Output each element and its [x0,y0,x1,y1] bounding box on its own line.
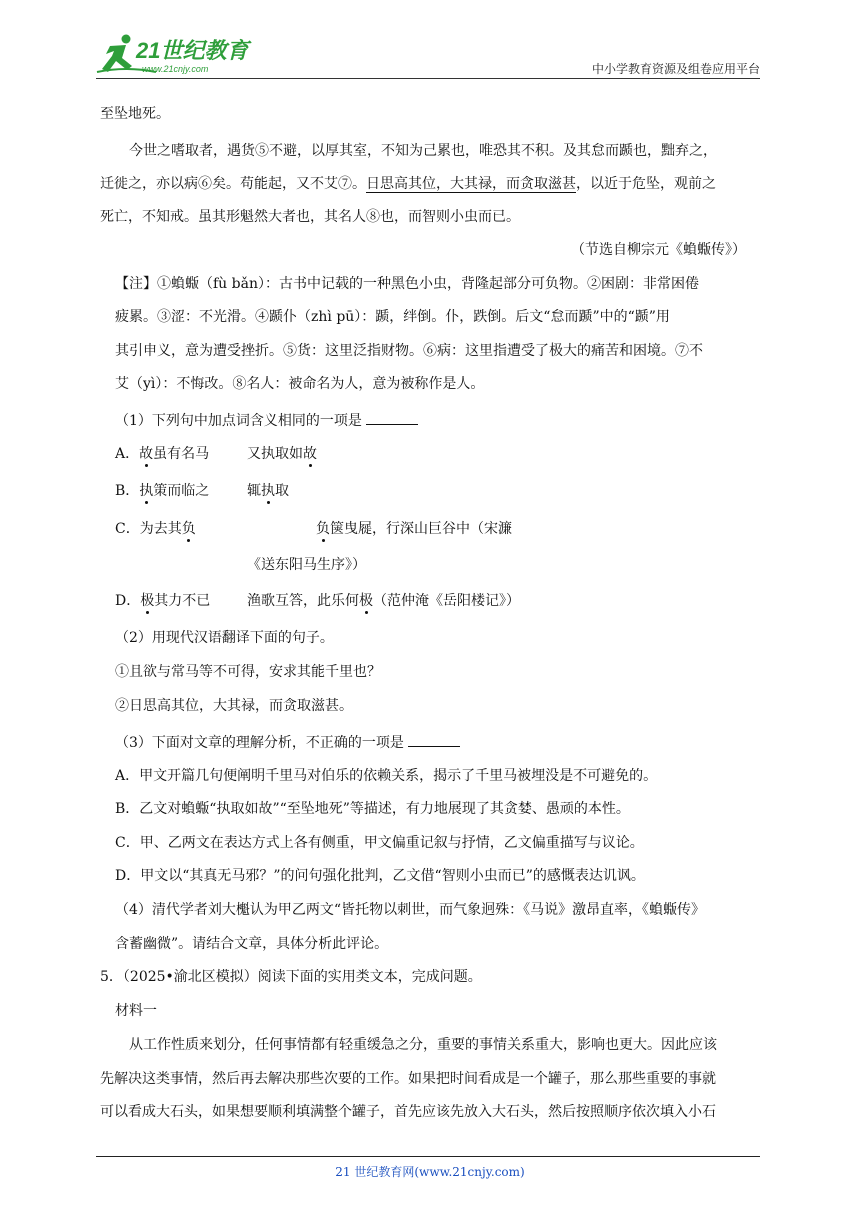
passage-line: 死亡，不知戒。虽其形魁然大者也，其名人⑧也，而智则小虫而已。 [100,209,520,225]
question-2-item: ①且欲与常马等不可得，安求其能千里也？ [115,664,381,680]
question-4: （4）清代学者刘大櫆认为甲乙两文“皆托物以刺世，而气象迥殊：《马说》激昂直率，《蝜蝂传》 [115,902,706,918]
question-1: （1）下列句中加点词含义相同的一项是 [115,410,418,431]
site-logo [96,32,266,78]
material-line: 先解决这类事情，然后再去解决那些次要的工作。如果把时间看成是一个罐子，那么那些重要的事就 [100,1071,716,1087]
option-line: C．甲、乙两文在表达方式上各有侧重，甲文偏重记叙与抒情，乙文偏重描写与议论。 [115,835,644,851]
dotted-char: 极 [140,593,155,609]
underlined-sentence: 日思高其位，大其禄，而贪取滋甚 [366,176,576,192]
header-divider [96,78,760,79]
option-b-pair: 辄执取 [247,483,289,499]
question-2-item: ②日思高其位，大其禄，而贪取滋甚。 [115,698,353,714]
option-c-pair: 负箧曳屣，行深山巨谷中（宋濂 [316,521,512,537]
material-heading: 材料一 [115,1003,157,1019]
platform-title: 中小学教育资源及组卷应用平台 [591,62,760,76]
dotted-char: 执 [261,483,275,499]
option-b: B．执策而临之 [115,483,210,499]
option-line: B．乙文对蝜蝂“执取如故”“至坠地死”等描述，有力地展现了其贪婪、愚顽的本性。 [115,801,630,817]
annotation-line: 艾（yì）：不悔改。⑧名人：被命名为人，意为被称作是人。 [115,376,485,392]
passage-line: 迁徙之，亦以病⑥矣。苟能起，又不艾⑦。日思高其位，大其禄，而贪取滋甚，以近于危坠，观前之 [100,176,716,192]
svg-text:21世纪教育: 21世纪教育 [136,38,249,63]
option-d-pair: 渔歌互答，此乐何极（范仲淹《岳阳楼记》） [247,593,520,609]
question-5: 5．（2025•渝北区模拟）阅读下面的实用类文本，完成问题。 [100,969,482,985]
dotted-char: 负 [181,521,196,537]
dotted-char: 故 [303,446,317,462]
option-line: D．甲文以“其真无马邪？”的问句强化批判，乙文借“智则小虫而已”的感慨表达讥讽。 [115,868,645,884]
passage-line: 至坠地死。 [100,106,170,122]
option-a: A．故虽有名马 [115,446,210,462]
annotation-line: 【注】①蝜蝂（fù bǎn）：古书中记载的一种黑色小虫，背隆起部分可负物。②困剧：非常困倦 [115,276,699,292]
answer-blank [408,732,460,747]
option-a-pair: 又执取如故 [247,446,317,462]
question-2: （2）用现代汉语翻译下面的句子。 [115,630,334,646]
annotation-line: 疲累。③涩：不光滑。④踬仆（zhì pū）：踬，绊倒。仆，跌倒。后文“怠而踬”中的“踬”用 [115,309,670,325]
dotted-char: 执 [139,483,154,499]
dotted-char: 极 [359,593,373,609]
dotted-char: 故 [139,446,154,462]
annotation-line: 其引申义，意为遭受挫折。⑤货：这里泛指财物。⑥病：这里指遭受了极大的痛苦和困境。⑦不 [115,343,703,359]
option-c: C．为去其负 [115,521,196,537]
option-c-source: 《送东阳马生序》） [247,557,366,573]
answer-blank [366,410,418,425]
material-line: 可以看成大石头，如果想要顺利填满整个罐子，首先应该先放入大石头，然后按照顺序依次填入小石 [100,1104,716,1120]
page-header [96,30,760,80]
footer-link[interactable]: 21 世纪教育网(www.21cnjy.com) [335,1165,525,1179]
material-line: 从工作性质来划分，任何事情都有轻重缓急之分，重要的事情关系重大，影响也更大。因此应该 [129,1037,717,1053]
footer-divider [96,1156,760,1157]
option-line: A．甲文开篇几句便阐明千里马对伯乐的依赖关系，揭示了千里马被埋没是不可避免的。 [115,768,658,784]
svg-text:www.21cnjy.com: www.21cnjy.com [142,64,209,74]
passage-source: （节选自柳宗元《蝜蝂传》） [571,242,746,258]
dotted-char: 负 [316,521,330,537]
passage-line: 今世之嗜取者，遇货⑤不避，以厚其室，不知为己累也，唯恐其不积。及其怠而踬也，黜弃之， [129,143,717,159]
option-d: D．极其力不已 [115,593,211,609]
question-4-cont: 含蓄幽微”。请结合文章，具体分析此评论。 [115,936,389,952]
question-3: （3）下面对文章的理解分析，不正确的一项是 [115,732,460,753]
